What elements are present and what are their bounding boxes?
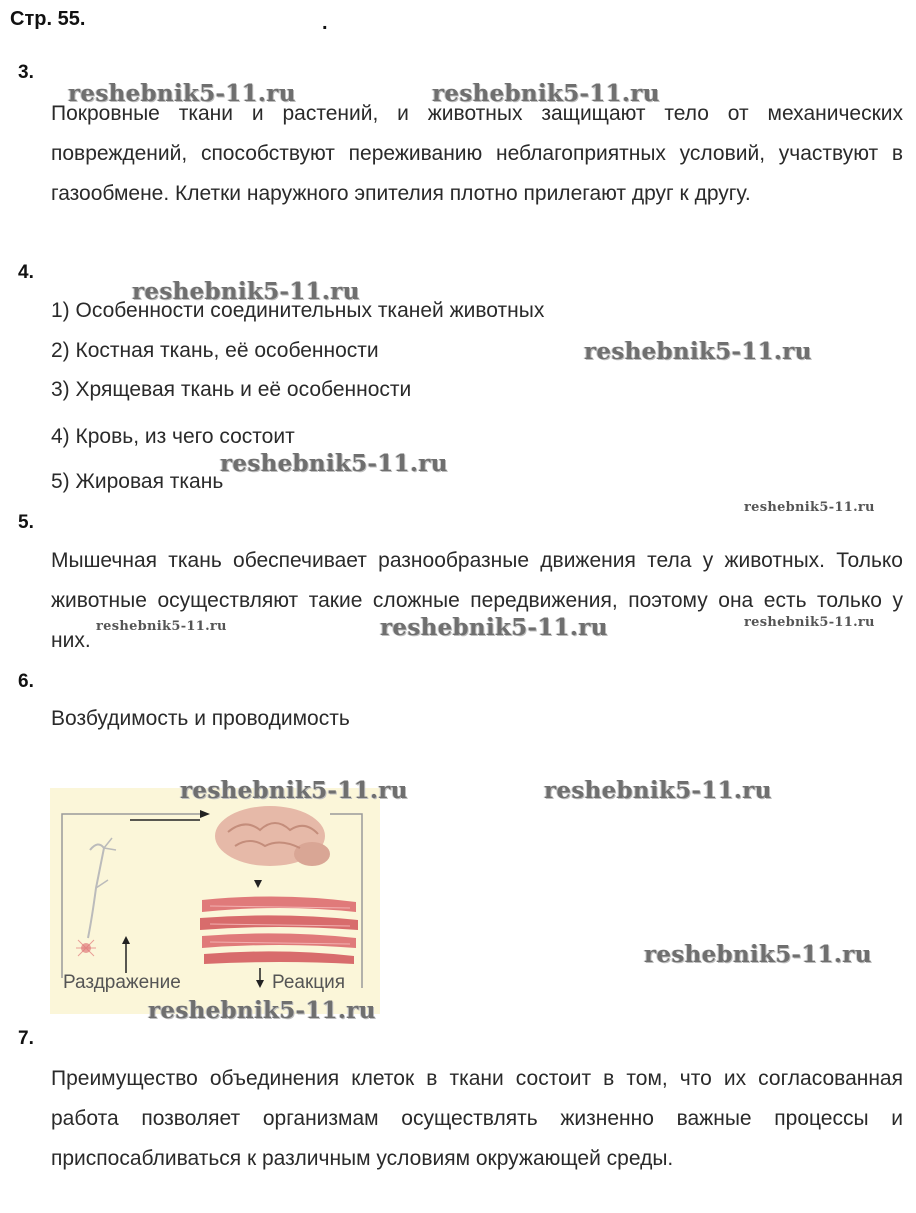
list-item: 3) Хрящевая ткань и её особенности bbox=[51, 378, 412, 401]
header-dot: . bbox=[322, 12, 328, 34]
section-3-number: 3. bbox=[18, 62, 34, 83]
watermark: reshebnik5-11.ru bbox=[744, 500, 875, 515]
watermark: reshebnik5-11.ru bbox=[744, 615, 875, 630]
neuron-icon bbox=[76, 838, 116, 956]
watermark: reshebnik5-11.ru bbox=[220, 450, 448, 477]
section-6-number: 6. bbox=[18, 671, 34, 692]
section-5-number: 5. bbox=[18, 512, 34, 533]
watermark: reshebnik5-11.ru bbox=[432, 80, 660, 107]
figure-label-stimulus: Раздражение bbox=[63, 972, 181, 993]
list-item: 2) Костная ткань, её особенности bbox=[51, 339, 379, 362]
watermark: reshebnik5-11.ru bbox=[68, 80, 296, 107]
list-item: 1) Особенности соединительных тканей животных bbox=[51, 299, 545, 322]
watermark: reshebnik5-11.ru bbox=[132, 278, 360, 305]
list-item: 4) Кровь, из чего состоит bbox=[51, 425, 295, 448]
watermark: reshebnik5-11.ru bbox=[644, 941, 872, 968]
section-5-text: Мышечная ткань обеспечивает разнообразные движения тела у животных. Только животные осуществляют такие сложные передвижения, поэтому она есть только у них. bbox=[51, 549, 903, 652]
watermark: reshebnik5-11.ru bbox=[584, 338, 812, 365]
watermark: reshebnik5-11.ru bbox=[544, 777, 772, 804]
figure-label-reaction: Реакция bbox=[272, 972, 346, 993]
section-7-text: Преимущество объединения клеток в ткани состоит в том, что их согласованная работа позволяет организмам осуществлять жизненно важные процессы и приспосабливаться к различным условиям окружающей среды. bbox=[51, 1067, 903, 1170]
section-3-text: Покровные ткани и растений, и животных защищают тело от механических повреждений, способствуют переживанию неблагоприятных условий, участвуют в газообмене. Клетки наружного эпителия плотно прилегают друг к другу. bbox=[51, 102, 903, 205]
section-7-number: 7. bbox=[18, 1028, 34, 1049]
section-6-text: Возбудимость и проводимость bbox=[51, 707, 350, 730]
watermark: reshebnik5-11.ru bbox=[96, 619, 227, 634]
brain-icon bbox=[215, 806, 330, 866]
watermark: reshebnik5-11.ru bbox=[180, 777, 408, 804]
excitability-figure bbox=[50, 788, 380, 1014]
section-4-number: 4. bbox=[18, 262, 34, 283]
muscle-icon bbox=[200, 896, 358, 964]
watermark: reshebnik5-11.ru bbox=[380, 614, 608, 641]
list-item: 5) Жировая ткань bbox=[51, 470, 224, 493]
watermark: reshebnik5-11.ru bbox=[148, 997, 376, 1024]
page-title: Стр. 55. bbox=[10, 8, 86, 30]
